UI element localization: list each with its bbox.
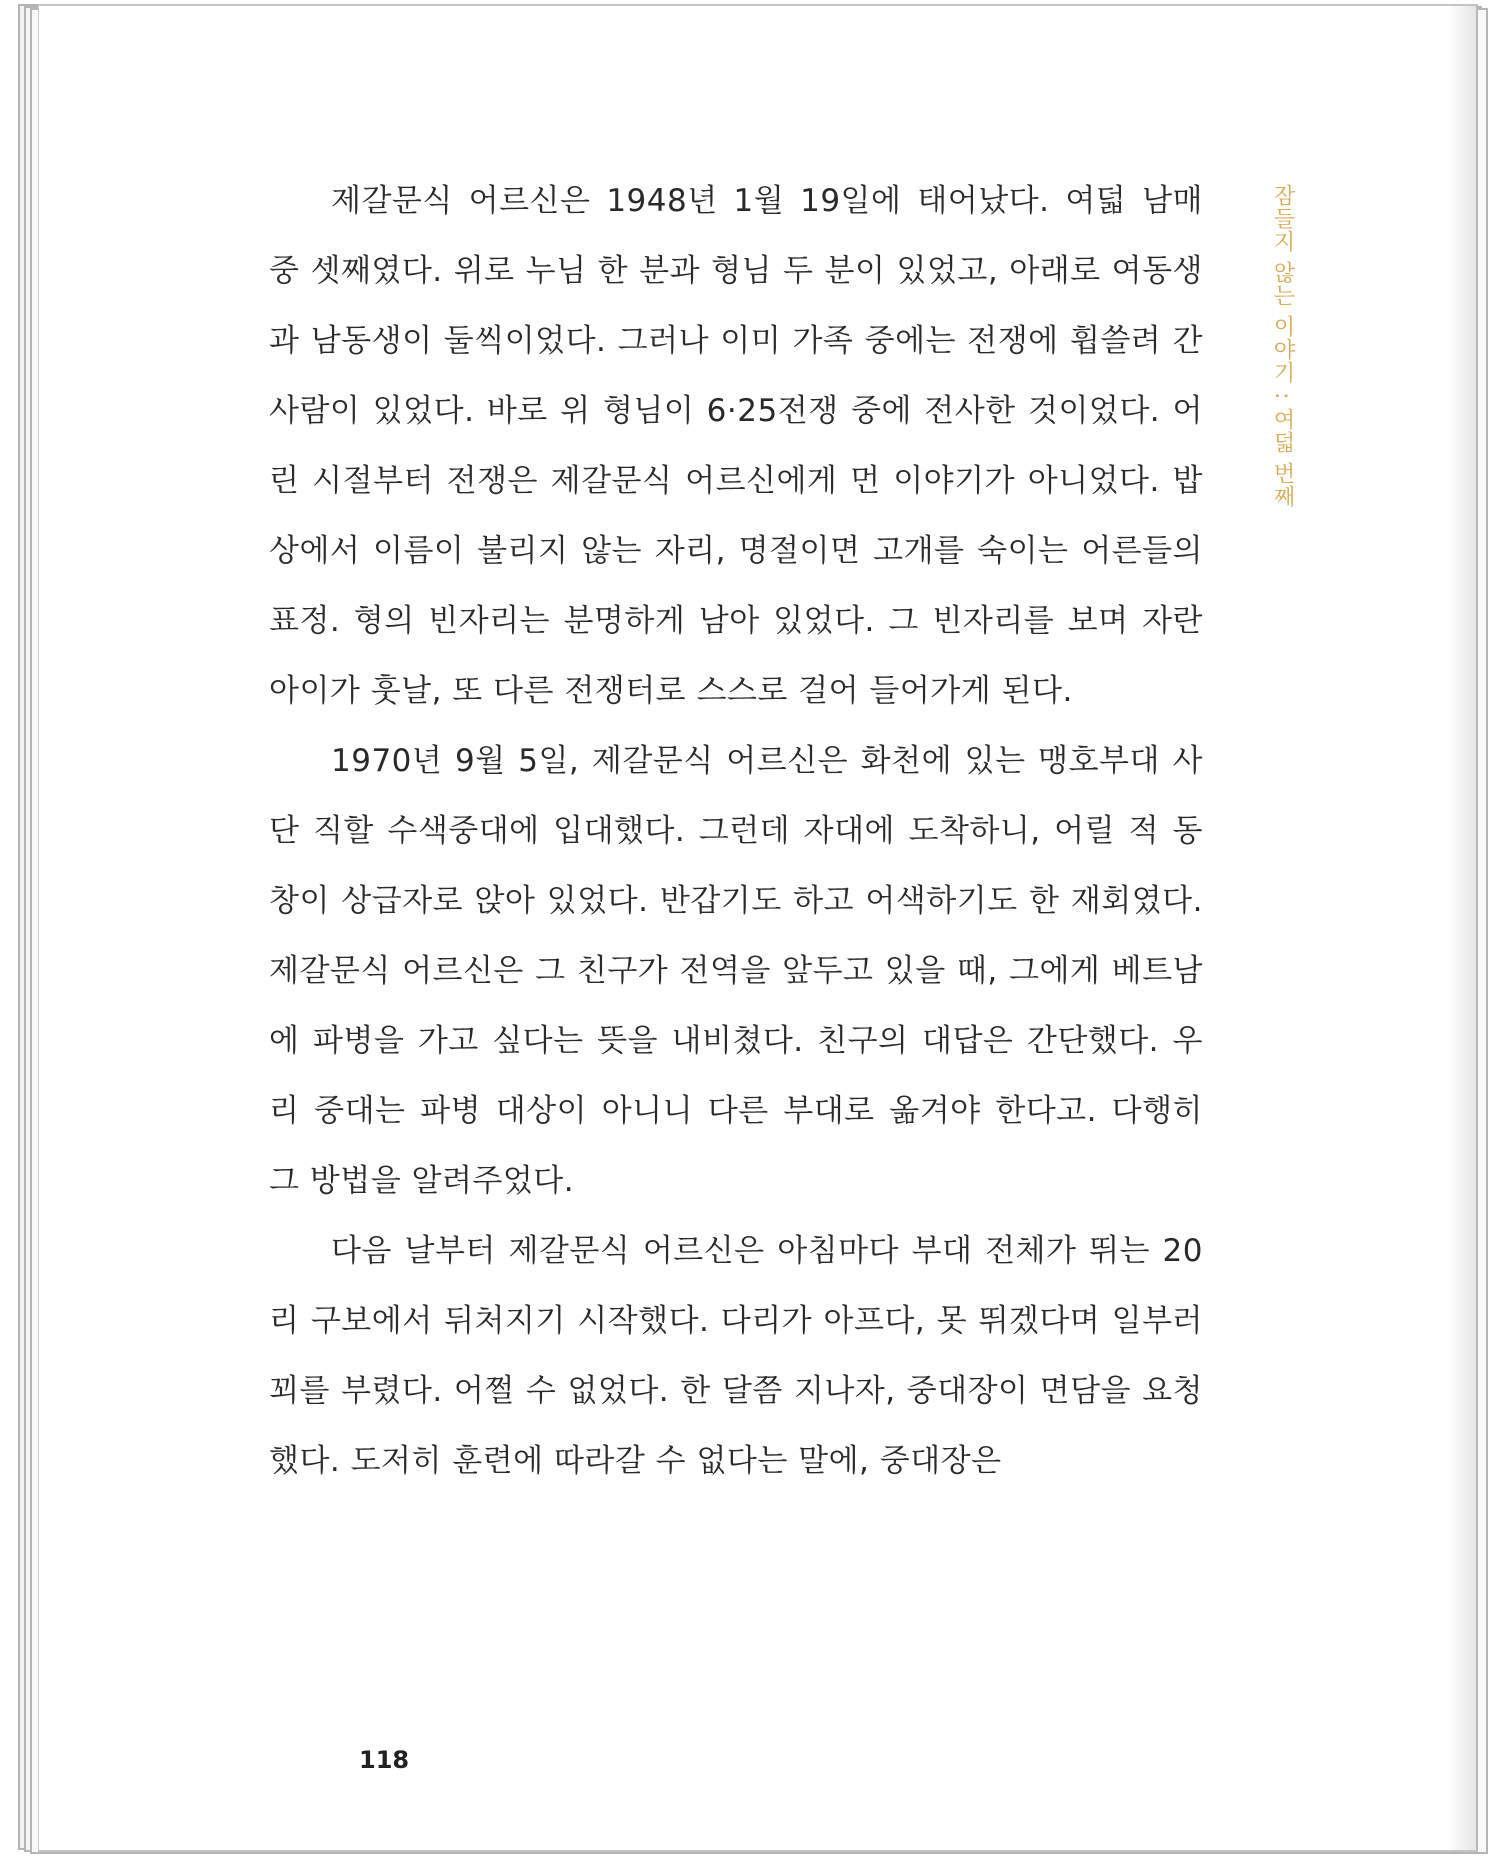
page-number: 118 xyxy=(359,1746,410,1774)
paragraph: 제갈문식 어르신은 1948년 1월 19일에 태어났다. 여덟 남매 중 셋째였다. 위로 누님 한 분과 형님 두 분이 있었고, 아래로 여동생과 남동생이 둘씩이었다. 그러나 이미 가족 중에는 전쟁에 휩쓸려 간 사람이 있었다. 바로 위 형님이 6·25전쟁 중에 전사한 것이었다. 어린 시절부터 전쟁은 제갈문식 어르신에게 먼 이야기가 아니었다. 밥상에서 이름이 불리지 않는 자리, 명절이면 고개를 숙이는 어른들의 표정. 형의 빈자리는 분명하게 남아 있었다. 그 빈자리를 보며 자란 아이가 훗날, 또 다른 전쟁터로 스스로 걸어 들어가게 된다. xyxy=(269,183,1203,709)
running-head: 잠들지 않는 이야기 : 여덟 번째 xyxy=(1270,184,1295,509)
paragraph: 1970년 9월 5일, 제갈문식 어르신은 화천에 있는 맹호부대 사단 직할 수색중대에 입대했다. 그런데 자대에 도착하니, 어릴 적 동창이 상급자로 앉아 있었다. 반갑기도 하고 어색하기도 한 재회였다. 제갈문식 어르신은 그 친구가 전역을 앞두고 있을 때, 그에게 베트남에 파병을 가고 싶다는 뜻을 내비쳤다. 친구의 대답은 간단했다. 우리 중대는 파병 대상이 아니니 다른 부대로 옮겨야 한다고. 다행히 그 방법을 알려주었다. xyxy=(269,743,1203,1199)
body-text xyxy=(269,166,1203,1496)
page-shadow xyxy=(1448,6,1476,1850)
book-page xyxy=(38,4,1478,1852)
paragraph: 다음 날부터 제갈문식 어르신은 아침마다 부대 전체가 뛰는 20리 구보에서 뒤처지기 시작했다. 다리가 아프다, 못 뛰겠다며 일부러 꾀를 부렸다. 어쩔 수 없었다. 한 달쯤 지나자, 중대장이 면담을 요청했다. 도저히 훈련에 따라갈 수 없다는 말에, 중대장은 xyxy=(269,1233,1203,1479)
